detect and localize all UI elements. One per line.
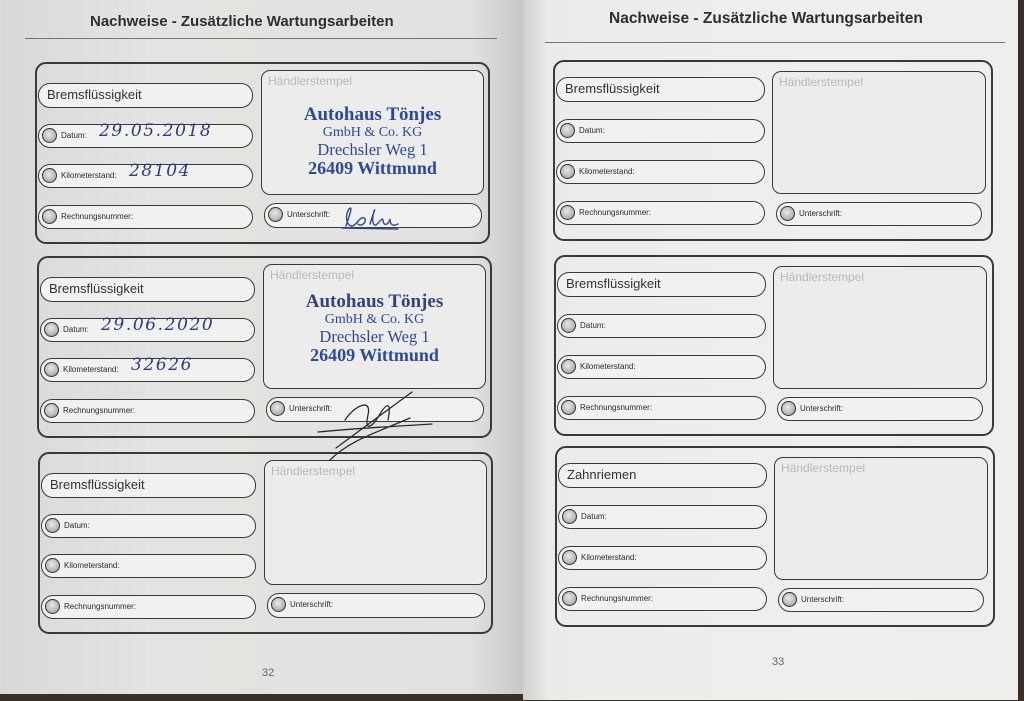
invoice-number-label: Rechnungsnummer: [61,212,134,221]
mileage-value: 32626 [131,355,194,375]
date-field [556,119,765,143]
invoice-number-label: Rechnungsnummer: [581,594,654,603]
radio-circle-icon [561,318,576,333]
mileage-label: Kilometerstand: [581,553,637,562]
radio-circle-icon [560,205,575,220]
radio-circle-icon [271,597,286,612]
invoice-number-field [556,201,765,225]
mileage-field [556,160,765,184]
card-title-text: Bremsflüssigkeit [47,87,142,102]
radio-circle-icon [562,591,577,606]
dealer-stamp-label: Händlerstempel [268,74,353,88]
maintenance-card [553,60,993,241]
invoice-number-field [40,399,255,423]
dealer-stamp-box [264,460,487,585]
mileage-field [41,554,256,578]
stamp-street: Drechsler Weg 1 [317,140,428,159]
dealer-stamp-box [774,457,988,580]
invoice-number-label: Rechnungsnummer: [64,602,137,611]
mileage-label: Kilometerstand: [579,167,635,176]
maintenance-card [35,62,490,244]
maintenance-card [555,446,995,627]
maintenance-card [38,452,493,634]
card-title [38,83,253,108]
radio-circle-icon [561,359,576,374]
stamp-street: Drechsler Weg 1 [319,327,430,346]
signature-label: Unterschrift: [287,210,331,219]
stamp-city: 26409 Wittmund [308,158,437,178]
card-title-text: Bremsflüssigkeit [50,477,145,492]
mileage-field [557,355,766,379]
mileage-label: Kilometerstand: [64,561,120,570]
radio-circle-icon [270,401,285,416]
card-title [557,272,766,297]
signature-field [266,397,484,422]
stamp-company: Autohaus Tönjes [305,291,444,312]
card-title-text: Zahnriemen [567,467,637,482]
dealer-stamp-label: Händlerstempel [781,461,866,475]
radio-circle-icon [562,550,577,565]
mileage-label: Kilometerstand: [580,362,636,371]
date-label: Datum: [579,126,605,135]
mileage-field [38,161,253,188]
radio-circle-icon [268,207,283,222]
invoice-number-label: Rechnungsnummer: [580,403,653,412]
radio-circle-icon [45,558,60,573]
radio-circle-icon [42,168,57,183]
dealer-stamp-box [773,266,987,389]
maintenance-card [37,256,492,438]
page-header: Nachweise - Zusätzliche Wartungsarbeiten [90,13,394,30]
page-header: Nachweise - Zusätzliche Wartungsarbeiten [609,10,923,27]
date-field [38,121,253,148]
radio-circle-icon [560,123,575,138]
radio-circle-icon [45,518,60,533]
stamp-city: 26409 Wittmund [310,345,439,365]
date-field [557,314,766,338]
signature-label: Unterschrift: [290,600,334,609]
mileage-field [558,546,767,570]
radio-circle-icon [44,362,59,377]
stamp-legal-form: GmbH & Co. KG [324,312,425,327]
invoice-number-field [41,595,256,619]
dealer-stamp [262,105,483,178]
page-number: 32 [262,667,275,679]
dealer-stamp-box [263,264,486,389]
invoice-number-field [557,396,766,420]
maintenance-card [554,255,994,436]
dealer-stamp-box [772,71,986,194]
signature-field [778,588,984,612]
card-title-text: Bremsflüssigkeit [565,81,660,96]
date-value: 29.05.2018 [99,121,213,141]
invoice-number-label: Rechnungsnummer: [63,406,136,415]
radio-circle-icon [782,592,797,607]
dealer-stamp-box [261,70,484,195]
dealer-stamp-label: Händlerstempel [780,270,865,284]
date-label: Datum: [580,321,606,330]
header-rule [545,42,1005,43]
radio-circle-icon [44,403,59,418]
mileage-label: Kilometerstand: [61,171,117,180]
radio-circle-icon [42,209,57,224]
date-label: Datum: [63,325,89,334]
radio-circle-icon [780,206,795,221]
date-label: Datum: [581,512,607,521]
radio-circle-icon [42,128,57,143]
date-field [558,505,767,529]
card-title [556,77,765,102]
page-right [523,0,1018,700]
dealer-stamp-label: Händlerstempel [779,75,864,89]
signature-label: Unterschrift: [801,595,845,604]
card-title [41,473,256,498]
stamp-company: Autohaus Tönjes [303,104,442,125]
invoice-number-label: Rechnungsnummer: [579,208,652,217]
invoice-number-field [558,587,767,611]
mileage-field [40,355,255,382]
header-rule [25,38,497,39]
mileage-label: Kilometerstand: [63,365,119,374]
radio-circle-icon [560,164,575,179]
card-title [558,463,767,488]
card-title-text: Bremsflüssigkeit [49,281,144,296]
signature-label: Unterschrift: [800,404,844,413]
dealer-stamp-label: Händlerstempel [271,464,356,478]
signature-field [776,202,982,226]
radio-circle-icon [45,599,60,614]
signature-field [264,203,482,228]
radio-circle-icon [561,400,576,415]
dealer-stamp [264,292,485,365]
date-field [40,315,255,342]
signature-field [267,593,485,618]
invoice-number-field [38,205,253,229]
card-title-text: Bremsflüssigkeit [566,276,661,291]
dealer-stamp-label: Händlerstempel [270,268,355,282]
date-label: Datum: [61,131,87,140]
date-label: Datum: [64,521,90,530]
signature-field [777,397,983,421]
signature-label: Unterschrift: [289,404,333,413]
radio-circle-icon [44,322,59,337]
mileage-value: 28104 [129,161,192,181]
card-title [40,277,255,302]
date-value: 29.06.2020 [101,315,215,335]
page-number: 33 [772,656,785,668]
radio-circle-icon [781,401,796,416]
date-field [41,514,256,538]
signature-label: Unterschrift: [799,209,843,218]
stamp-legal-form: GmbH & Co. KG [322,125,423,140]
radio-circle-icon [562,509,577,524]
